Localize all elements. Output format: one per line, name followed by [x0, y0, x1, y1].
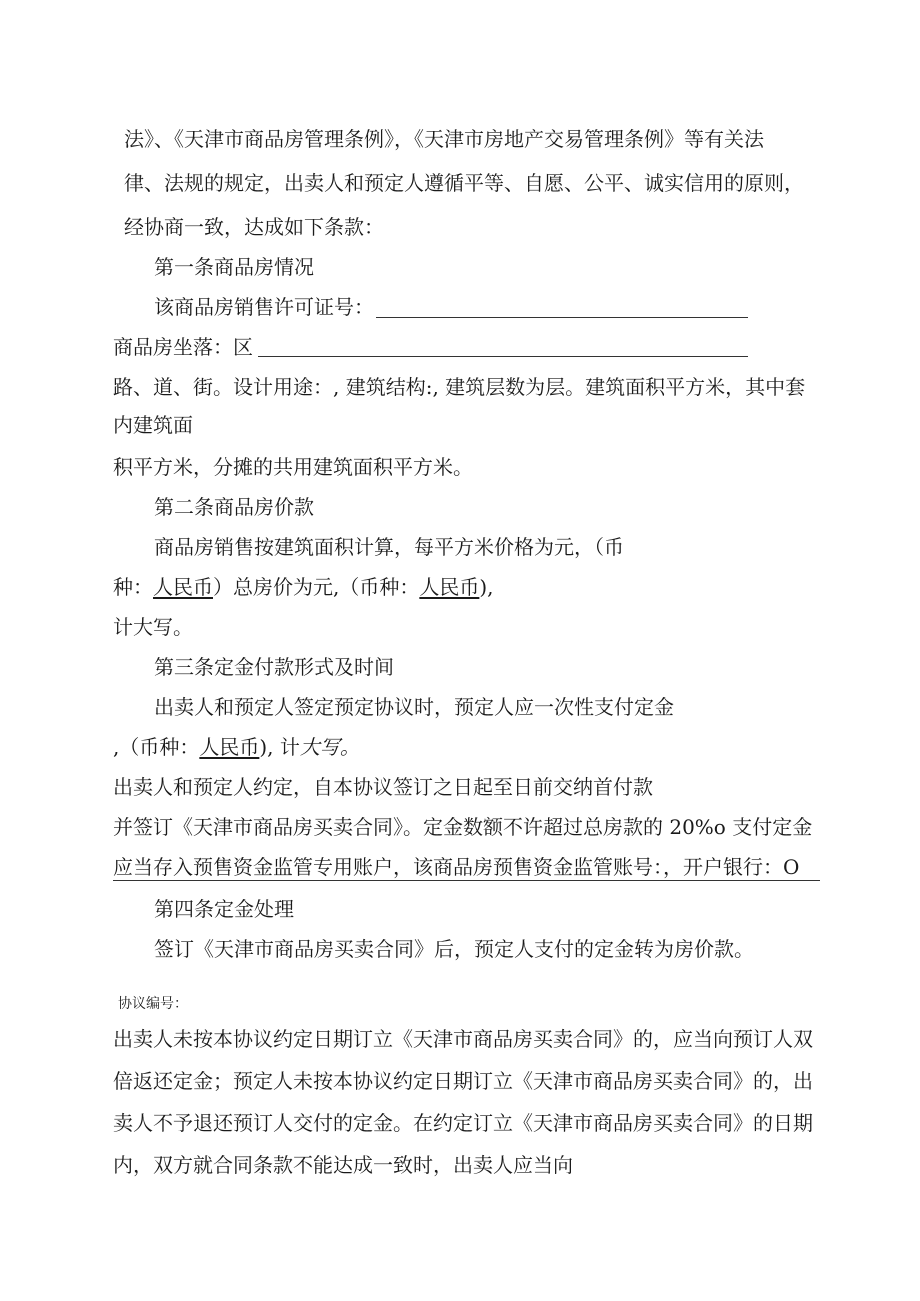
- property-detail-line-1: 路、道、街。设计用途：, 建筑结构:, 建筑层数为层。建筑面积平方米，其中套: [113, 375, 806, 399]
- deposit-line-1: 出卖人和预定人签定预定协议时，预定人应一次性支付定金: [154, 695, 674, 719]
- closing-line-2: 倍返还定金；预定人未按本协议约定日期订立《天津市商品房买卖合同》的，出: [113, 1069, 813, 1093]
- price-line-2: [113, 574, 494, 600]
- deposit-line-2-a: ,（币种：: [113, 735, 200, 759]
- property-detail-line-3: 积平方米，分摊的共用建筑面积平方米。: [113, 455, 473, 479]
- article-4-heading: 第四条定金处理: [154, 897, 294, 921]
- currency-field-2: 人民币: [419, 575, 480, 599]
- agreement-number-label: 协议编号：: [118, 996, 188, 1012]
- property-detail-line-2: 内建筑面: [113, 413, 193, 437]
- deposit-line-4: 并签订《天津市商品房买卖合同》。定金数额不许超过总房款的 20%o 支付定金: [113, 815, 813, 839]
- deposit-currency-field: 人民币: [199, 735, 260, 759]
- article-2-heading: 第二条商品房价款: [154, 495, 314, 519]
- deposit-line-2-c: 大写。: [299, 735, 360, 759]
- price-line-2-b: ）总房价为元,（币种：: [213, 575, 420, 599]
- price-line-1: 商品房销售按建筑面积计算，每平方米价格为元，（币: [154, 535, 624, 559]
- closing-line-1: 出卖人未按本协议约定日期订立《天津市商品房买卖合同》的，应当向预订人双: [113, 1027, 813, 1051]
- intro-line-3: 经协商一致，达成如下条款：: [124, 215, 384, 239]
- article-3-heading: 第三条定金付款形式及时间: [154, 655, 394, 679]
- article-1-heading: 第一条商品房情况: [154, 255, 314, 279]
- price-line-3: 计大写。: [113, 615, 193, 639]
- section-divider: [113, 880, 820, 881]
- deposit-line-2: [113, 734, 360, 760]
- closing-line-4: 内，双方就合同条款不能达成一致时，出卖人应当向: [113, 1153, 573, 1177]
- deposit-handling-line-1: 签订《天津市商品房买卖合同》后，预定人支付的定金转为房价款。: [154, 937, 754, 961]
- intro-line-1: 法》、《天津市商品房管理条例》，《天津市房地产交易管理条例》等有关法: [124, 127, 764, 151]
- price-line-2-c: ),: [479, 575, 494, 599]
- deposit-line-2-b: ), 计: [259, 735, 300, 759]
- price-line-2-a: 种：: [113, 575, 153, 599]
- location-blank: [258, 356, 748, 357]
- deposit-line-3: 出卖人和预定人约定，自本协议签订之日起至日前交纳首付款: [113, 775, 653, 799]
- deposit-line-5: 应当存入预售资金监管专用账户，该商品房预售资金监管账号：，开户银行：O: [113, 855, 800, 879]
- intro-line-2: 律、法规的规定，出卖人和预定人遵循平等、自愿、公平、诚实信用的原则，: [124, 171, 804, 195]
- permit-blank: [376, 317, 748, 318]
- permit-label: 该商品房销售许可证号：: [154, 295, 374, 319]
- location-label: 商品房坐落：区: [113, 335, 253, 359]
- currency-field-1: 人民币: [153, 575, 213, 599]
- closing-line-3: 卖人不予退还预订人交付的定金。在约定订立《天津市商品房买卖合同》的日期: [113, 1111, 813, 1135]
